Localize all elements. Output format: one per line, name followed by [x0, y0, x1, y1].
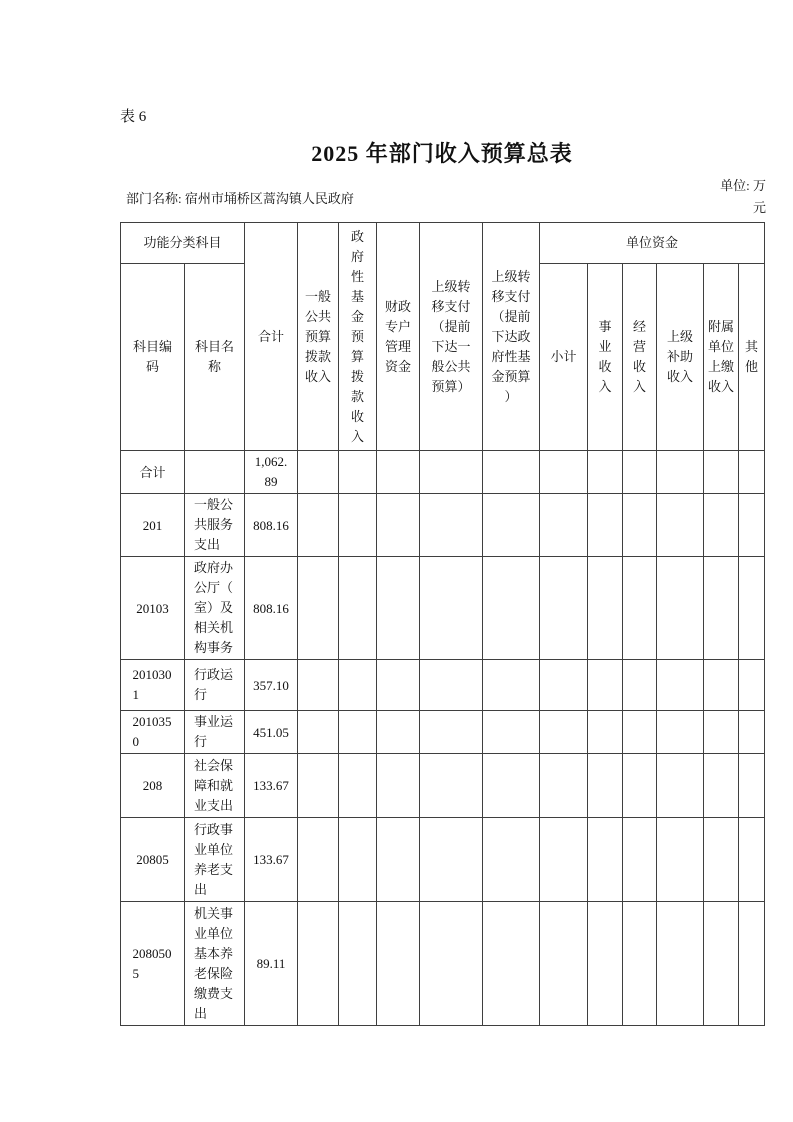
table-row-total [121, 451, 765, 494]
header-transfer-general: 上级转移支付（提前下达一般公共预算） [420, 223, 483, 451]
header-fiscal-special-account: 财政专户管理资金 [377, 223, 420, 451]
unit-label: 单位: 万元 [720, 178, 766, 215]
empty-cell [704, 557, 739, 660]
name-cell: 行政事业单位养老支出 [185, 818, 245, 902]
empty-cell [739, 660, 765, 711]
header-subtotal: 小计 [540, 264, 588, 451]
empty-cell [298, 902, 339, 1026]
empty-cell [420, 902, 483, 1026]
empty-cell [420, 754, 483, 818]
empty-cell [377, 451, 420, 494]
name-cell: 一般公共服务支出 [185, 494, 245, 557]
code-cell: 20805 [121, 818, 185, 902]
empty-cell [377, 754, 420, 818]
empty-cell [623, 754, 657, 818]
name-cell: 社会保障和就业支出 [185, 754, 245, 818]
empty-cell [540, 660, 588, 711]
table-row [121, 494, 765, 557]
name-cell: 事业运行 [185, 711, 245, 754]
empty-cell [657, 451, 704, 494]
empty-cell [540, 754, 588, 818]
empty-cell [298, 557, 339, 660]
empty-cell [339, 711, 377, 754]
page-title: 2025 年部门收入预算总表 [311, 141, 573, 166]
header-operating-income: 经营收入 [623, 264, 657, 451]
code-cell: 20103 [121, 557, 185, 660]
empty-cell [420, 494, 483, 557]
name-cell [185, 451, 245, 494]
header-gov-fund-budget-income: 政府性基金预算拨款收入 [339, 223, 377, 451]
empty-cell [377, 902, 420, 1026]
empty-cell [739, 902, 765, 1026]
header-subject-code: 科目编码 [121, 264, 185, 451]
empty-cell [540, 451, 588, 494]
empty-cell [540, 494, 588, 557]
empty-cell [483, 660, 540, 711]
empty-cell [420, 451, 483, 494]
header-other: 其他 [739, 264, 765, 451]
table-row [121, 557, 765, 660]
header-general-public-budget-income: 一般公共预算拨款收入 [298, 223, 339, 451]
empty-cell [657, 754, 704, 818]
name-cell: 行政运行 [185, 660, 245, 711]
total-cell: 1,062.89 [245, 451, 298, 494]
empty-cell [540, 557, 588, 660]
empty-cell [377, 557, 420, 660]
empty-cell [588, 818, 623, 902]
empty-cell [298, 494, 339, 557]
empty-cell [483, 902, 540, 1026]
header-unit-funds-group: 单位资金 [540, 223, 765, 264]
empty-cell [483, 818, 540, 902]
empty-cell [339, 494, 377, 557]
name-cell: 机关事业单位基本养老保险缴费支出 [185, 902, 245, 1026]
header-affiliated-unit-remit-income: 附属单位上缴收入 [704, 264, 739, 451]
code-cell: 201 [121, 494, 185, 557]
empty-cell [540, 902, 588, 1026]
empty-cell [339, 818, 377, 902]
empty-cell [339, 451, 377, 494]
empty-cell [588, 494, 623, 557]
budget-table [120, 222, 765, 1026]
empty-cell [704, 451, 739, 494]
empty-cell [657, 557, 704, 660]
empty-cell [483, 494, 540, 557]
empty-cell [739, 754, 765, 818]
code-cell: 2080505 [121, 902, 185, 1026]
table-row [121, 711, 765, 754]
total-cell: 133.67 [245, 818, 298, 902]
empty-cell [588, 902, 623, 1026]
empty-cell [657, 494, 704, 557]
code-cell: 2010301 [121, 660, 185, 711]
empty-cell [377, 711, 420, 754]
empty-cell [540, 818, 588, 902]
header-func-category-group: 功能分类科目 [121, 223, 245, 264]
empty-cell [623, 660, 657, 711]
empty-cell [420, 711, 483, 754]
empty-cell [623, 557, 657, 660]
empty-cell [623, 711, 657, 754]
empty-cell [704, 660, 739, 711]
table-row [121, 754, 765, 818]
empty-cell [298, 711, 339, 754]
name-cell: 政府办公厅（室）及相关机构事务 [185, 557, 245, 660]
empty-cell [739, 451, 765, 494]
empty-cell [483, 451, 540, 494]
total-cell: 808.16 [245, 557, 298, 660]
empty-cell [623, 451, 657, 494]
empty-cell [483, 711, 540, 754]
header-transfer-gov-fund: 上级转移支付（提前下达政府性基金预算） [483, 223, 540, 451]
empty-cell [339, 557, 377, 660]
empty-cell [704, 711, 739, 754]
total-cell: 808.16 [245, 494, 298, 557]
empty-cell [588, 711, 623, 754]
total-cell: 89.11 [245, 902, 298, 1026]
empty-cell [377, 660, 420, 711]
empty-cell [483, 557, 540, 660]
empty-cell [540, 711, 588, 754]
empty-cell [298, 660, 339, 711]
empty-cell [739, 818, 765, 902]
empty-cell [623, 818, 657, 902]
empty-cell [657, 660, 704, 711]
empty-cell [739, 557, 765, 660]
empty-cell [588, 660, 623, 711]
header-subject-name: 科目名称 [185, 264, 245, 451]
empty-cell [739, 711, 765, 754]
empty-cell [339, 660, 377, 711]
table-number-label: 表 6 [120, 109, 147, 125]
empty-cell [420, 660, 483, 711]
total-cell: 133.67 [245, 754, 298, 818]
total-cell: 357.10 [245, 660, 298, 711]
total-cell: 451.05 [245, 711, 298, 754]
table-row [121, 660, 765, 711]
empty-cell [298, 754, 339, 818]
empty-cell [339, 902, 377, 1026]
empty-cell [623, 494, 657, 557]
empty-cell [588, 557, 623, 660]
header-total: 合计 [245, 223, 298, 451]
empty-cell [339, 754, 377, 818]
empty-cell [298, 818, 339, 902]
code-cell: 208 [121, 754, 185, 818]
empty-cell [657, 902, 704, 1026]
empty-cell [298, 451, 339, 494]
empty-cell [657, 711, 704, 754]
header-business-income: 事业收入 [588, 264, 623, 451]
code-cell: 合计 [121, 451, 185, 494]
empty-cell [377, 494, 420, 557]
empty-cell [588, 451, 623, 494]
empty-cell [483, 754, 540, 818]
empty-cell [739, 494, 765, 557]
empty-cell [623, 902, 657, 1026]
header-superior-subsidy-income: 上级补助收入 [657, 264, 704, 451]
code-cell: 2010350 [121, 711, 185, 754]
empty-cell [588, 754, 623, 818]
empty-cell [657, 818, 704, 902]
empty-cell [704, 818, 739, 902]
empty-cell [377, 818, 420, 902]
empty-cell [420, 818, 483, 902]
table-row [121, 818, 765, 902]
empty-cell [704, 902, 739, 1026]
empty-cell [704, 494, 739, 557]
table-row [121, 902, 765, 1026]
department-name-label: 部门名称: 宿州市埇桥区蒿沟镇人民政府 [126, 191, 354, 206]
empty-cell [420, 557, 483, 660]
empty-cell [704, 754, 739, 818]
